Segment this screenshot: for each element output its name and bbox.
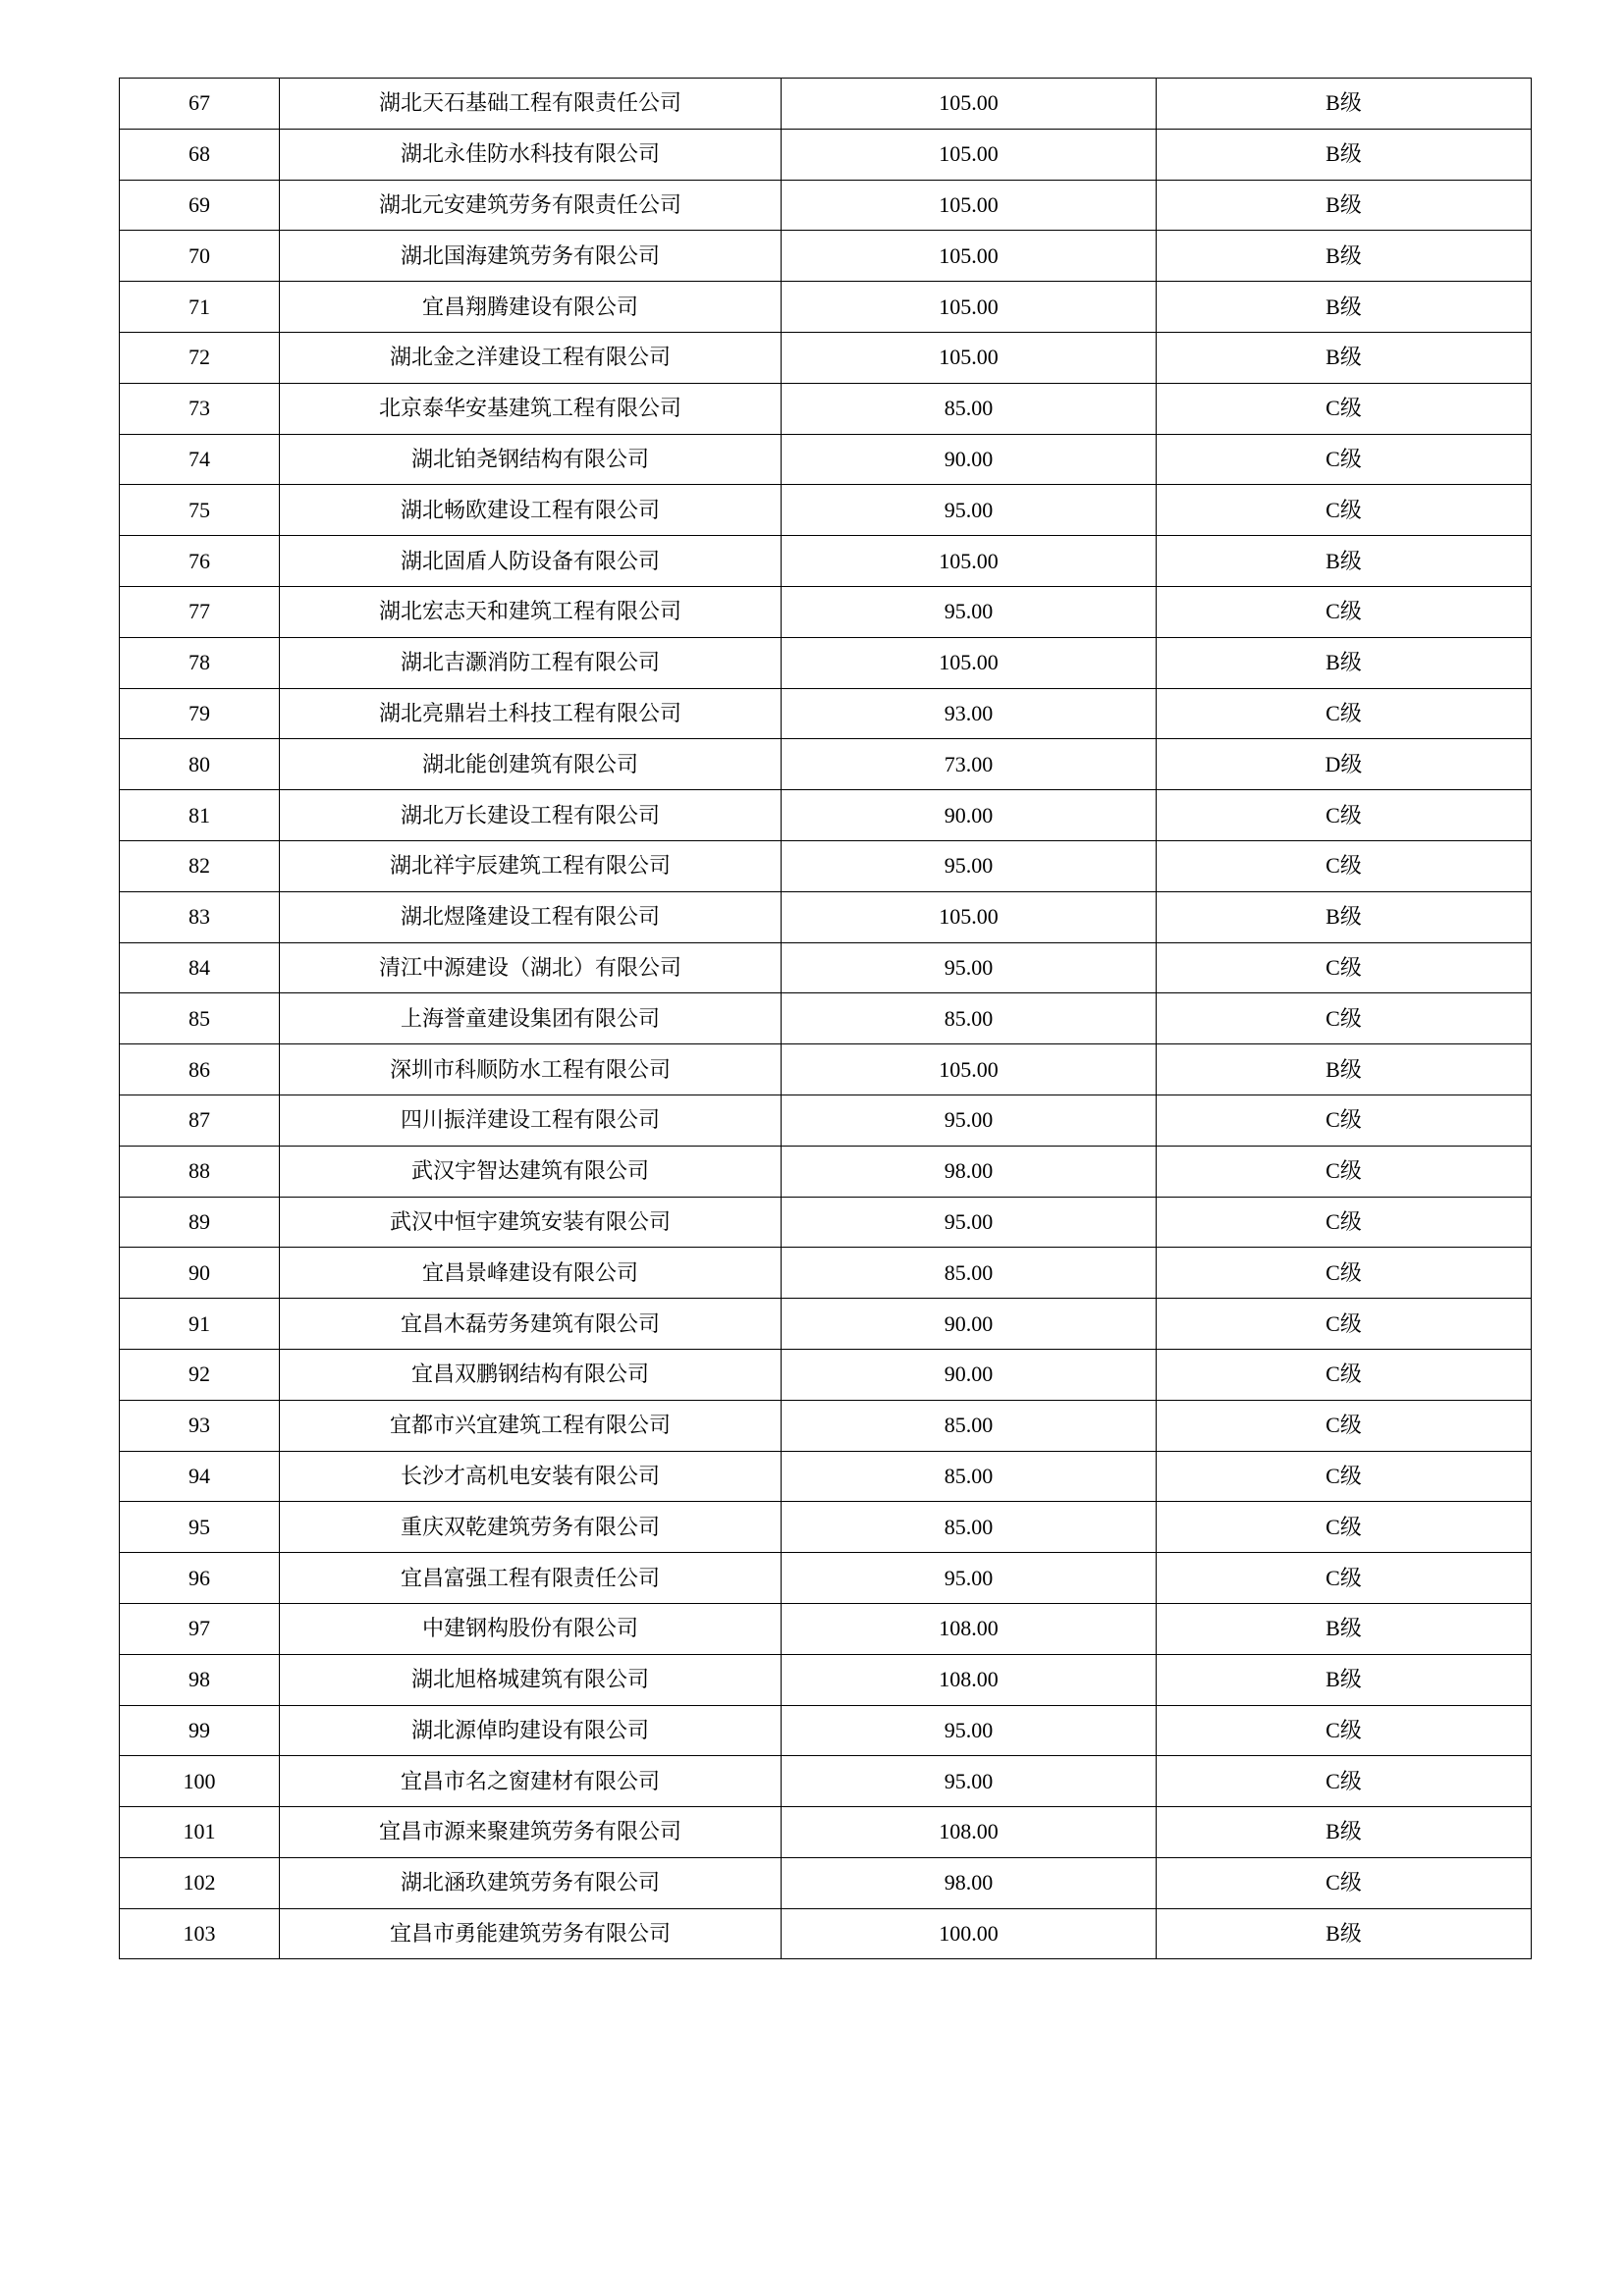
table-row — [120, 1756, 1532, 1807]
score-cell: 105.00 — [782, 282, 1157, 333]
row-number-cell: 77 — [120, 586, 280, 637]
grade-cell: C级 — [1157, 1857, 1532, 1908]
company-name-cell: 宜昌景峰建设有限公司 — [280, 1248, 782, 1299]
row-number-cell: 100 — [120, 1756, 280, 1807]
table-row — [120, 637, 1532, 688]
score-cell: 95.00 — [782, 586, 1157, 637]
company-name-cell: 北京泰华安基建筑工程有限公司 — [280, 383, 782, 434]
score-cell: 95.00 — [782, 942, 1157, 993]
table-row — [120, 1553, 1532, 1604]
table-row — [120, 1908, 1532, 1959]
table-row — [120, 1349, 1532, 1400]
score-cell: 100.00 — [782, 1908, 1157, 1959]
company-name-cell: 宜昌市勇能建筑劳务有限公司 — [280, 1908, 782, 1959]
table-row — [120, 891, 1532, 942]
score-cell: 73.00 — [782, 739, 1157, 790]
company-name-cell: 湖北万长建设工程有限公司 — [280, 790, 782, 841]
table-row — [120, 688, 1532, 739]
grade-cell: B级 — [1157, 180, 1532, 231]
score-cell: 93.00 — [782, 688, 1157, 739]
grade-cell: D级 — [1157, 739, 1532, 790]
row-number-cell: 68 — [120, 129, 280, 180]
grade-cell: C级 — [1157, 1095, 1532, 1146]
grade-cell: C级 — [1157, 1197, 1532, 1248]
grade-cell: B级 — [1157, 1044, 1532, 1095]
row-number-cell: 84 — [120, 942, 280, 993]
table-row — [120, 790, 1532, 841]
score-cell: 98.00 — [782, 1857, 1157, 1908]
row-number-cell: 78 — [120, 637, 280, 688]
company-name-cell: 湖北永佳防水科技有限公司 — [280, 129, 782, 180]
row-number-cell: 94 — [120, 1451, 280, 1502]
table-row — [120, 1044, 1532, 1095]
row-number-cell: 67 — [120, 79, 280, 130]
company-name-cell: 清江中源建设（湖北）有限公司 — [280, 942, 782, 993]
row-number-cell: 103 — [120, 1908, 280, 1959]
score-cell: 85.00 — [782, 383, 1157, 434]
grade-cell: B级 — [1157, 282, 1532, 333]
grade-cell: C级 — [1157, 840, 1532, 891]
table-row — [120, 1248, 1532, 1299]
score-cell: 108.00 — [782, 1603, 1157, 1654]
table-row — [120, 1705, 1532, 1756]
row-number-cell: 95 — [120, 1502, 280, 1553]
score-cell: 105.00 — [782, 180, 1157, 231]
grade-cell: C级 — [1157, 1146, 1532, 1197]
company-name-cell: 宜都市兴宜建筑工程有限公司 — [280, 1400, 782, 1451]
score-cell: 85.00 — [782, 1248, 1157, 1299]
company-name-cell: 武汉宇智达建筑有限公司 — [280, 1146, 782, 1197]
score-cell: 105.00 — [782, 332, 1157, 383]
grade-cell: C级 — [1157, 1705, 1532, 1756]
table-row — [120, 485, 1532, 536]
score-cell: 108.00 — [782, 1807, 1157, 1858]
company-name-cell: 湖北亮鼎岩土科技工程有限公司 — [280, 688, 782, 739]
table-row — [120, 79, 1532, 130]
row-number-cell: 69 — [120, 180, 280, 231]
score-cell: 98.00 — [782, 1146, 1157, 1197]
company-name-cell: 宜昌市源来聚建筑劳务有限公司 — [280, 1807, 782, 1858]
company-name-cell: 湖北铂尧钢结构有限公司 — [280, 434, 782, 485]
table-body — [120, 79, 1532, 1959]
score-cell: 105.00 — [782, 231, 1157, 282]
score-cell: 105.00 — [782, 536, 1157, 587]
table-row — [120, 1400, 1532, 1451]
row-number-cell: 89 — [120, 1197, 280, 1248]
grade-cell: C级 — [1157, 942, 1532, 993]
company-name-cell: 中建钢构股份有限公司 — [280, 1603, 782, 1654]
score-cell: 105.00 — [782, 79, 1157, 130]
table-row — [120, 282, 1532, 333]
grade-cell: B级 — [1157, 1807, 1532, 1858]
row-number-cell: 72 — [120, 332, 280, 383]
row-number-cell: 80 — [120, 739, 280, 790]
score-cell: 85.00 — [782, 1451, 1157, 1502]
score-cell: 95.00 — [782, 485, 1157, 536]
score-cell: 85.00 — [782, 1400, 1157, 1451]
company-name-cell: 宜昌富强工程有限责任公司 — [280, 1553, 782, 1604]
row-number-cell: 98 — [120, 1654, 280, 1705]
score-cell: 108.00 — [782, 1654, 1157, 1705]
score-cell: 95.00 — [782, 1197, 1157, 1248]
grade-cell: C级 — [1157, 1349, 1532, 1400]
grade-cell: C级 — [1157, 434, 1532, 485]
grade-cell: C级 — [1157, 1299, 1532, 1350]
company-name-cell: 长沙才高机电安装有限公司 — [280, 1451, 782, 1502]
grade-cell: C级 — [1157, 688, 1532, 739]
company-name-cell: 湖北煜隆建设工程有限公司 — [280, 891, 782, 942]
company-name-cell: 湖北金之洋建设工程有限公司 — [280, 332, 782, 383]
company-name-cell: 湖北旭格城建筑有限公司 — [280, 1654, 782, 1705]
score-cell: 95.00 — [782, 840, 1157, 891]
score-cell: 105.00 — [782, 129, 1157, 180]
company-name-cell: 湖北祥宇辰建筑工程有限公司 — [280, 840, 782, 891]
score-cell: 105.00 — [782, 1044, 1157, 1095]
table-row — [120, 1451, 1532, 1502]
table-row — [120, 739, 1532, 790]
table-row — [120, 1502, 1532, 1553]
grade-cell: B级 — [1157, 536, 1532, 587]
row-number-cell: 87 — [120, 1095, 280, 1146]
company-name-cell: 湖北天石基础工程有限责任公司 — [280, 79, 782, 130]
credit-grade-table — [119, 78, 1532, 1959]
company-name-cell: 湖北涵玖建筑劳务有限公司 — [280, 1857, 782, 1908]
score-cell: 85.00 — [782, 993, 1157, 1044]
grade-cell: B级 — [1157, 79, 1532, 130]
table-row — [120, 942, 1532, 993]
table-row — [120, 332, 1532, 383]
score-cell: 95.00 — [782, 1553, 1157, 1604]
row-number-cell: 76 — [120, 536, 280, 587]
table-row — [120, 993, 1532, 1044]
company-name-cell: 湖北吉灏消防工程有限公司 — [280, 637, 782, 688]
grade-cell: C级 — [1157, 1756, 1532, 1807]
company-name-cell: 湖北国海建筑劳务有限公司 — [280, 231, 782, 282]
grade-cell: B级 — [1157, 891, 1532, 942]
table-row — [120, 536, 1532, 587]
grade-cell: C级 — [1157, 993, 1532, 1044]
score-cell: 105.00 — [782, 891, 1157, 942]
table-row — [120, 840, 1532, 891]
table-row — [120, 1299, 1532, 1350]
table-row — [120, 1654, 1532, 1705]
score-cell: 105.00 — [782, 637, 1157, 688]
table-row — [120, 586, 1532, 637]
row-number-cell: 102 — [120, 1857, 280, 1908]
row-number-cell: 81 — [120, 790, 280, 841]
company-name-cell: 湖北能创建筑有限公司 — [280, 739, 782, 790]
score-cell: 85.00 — [782, 1502, 1157, 1553]
row-number-cell: 74 — [120, 434, 280, 485]
grade-cell: C级 — [1157, 485, 1532, 536]
table-row — [120, 434, 1532, 485]
company-name-cell: 深圳市科顺防水工程有限公司 — [280, 1044, 782, 1095]
grade-cell: C级 — [1157, 1502, 1532, 1553]
company-name-cell: 湖北固盾人防设备有限公司 — [280, 536, 782, 587]
company-name-cell: 武汉中恒宇建筑安装有限公司 — [280, 1197, 782, 1248]
row-number-cell: 85 — [120, 993, 280, 1044]
score-cell: 95.00 — [782, 1095, 1157, 1146]
grade-cell: C级 — [1157, 1248, 1532, 1299]
row-number-cell: 73 — [120, 383, 280, 434]
row-number-cell: 79 — [120, 688, 280, 739]
company-name-cell: 湖北宏志天和建筑工程有限公司 — [280, 586, 782, 637]
table-row — [120, 1197, 1532, 1248]
company-name-cell: 重庆双乾建筑劳务有限公司 — [280, 1502, 782, 1553]
row-number-cell: 75 — [120, 485, 280, 536]
table-row — [120, 1146, 1532, 1197]
grade-cell: B级 — [1157, 231, 1532, 282]
company-name-cell: 宜昌双鹏钢结构有限公司 — [280, 1349, 782, 1400]
score-cell: 90.00 — [782, 1299, 1157, 1350]
company-name-cell: 四川振洋建设工程有限公司 — [280, 1095, 782, 1146]
row-number-cell: 82 — [120, 840, 280, 891]
row-number-cell: 70 — [120, 231, 280, 282]
table-row — [120, 1807, 1532, 1858]
row-number-cell: 101 — [120, 1807, 280, 1858]
company-name-cell: 湖北畅欧建设工程有限公司 — [280, 485, 782, 536]
grade-cell: C级 — [1157, 1451, 1532, 1502]
table-row — [120, 231, 1532, 282]
table-row — [120, 1095, 1532, 1146]
score-cell: 90.00 — [782, 1349, 1157, 1400]
score-cell: 90.00 — [782, 434, 1157, 485]
company-name-cell: 宜昌市名之窗建材有限公司 — [280, 1756, 782, 1807]
grade-cell: B级 — [1157, 332, 1532, 383]
table-row — [120, 383, 1532, 434]
grade-cell: B级 — [1157, 1654, 1532, 1705]
grade-cell: C级 — [1157, 1400, 1532, 1451]
table-row — [120, 1603, 1532, 1654]
row-number-cell: 86 — [120, 1044, 280, 1095]
row-number-cell: 83 — [120, 891, 280, 942]
grade-cell: B级 — [1157, 637, 1532, 688]
grade-cell: B级 — [1157, 1908, 1532, 1959]
score-cell: 95.00 — [782, 1705, 1157, 1756]
company-name-cell: 湖北元安建筑劳务有限责任公司 — [280, 180, 782, 231]
row-number-cell: 88 — [120, 1146, 280, 1197]
table-row — [120, 180, 1532, 231]
row-number-cell: 91 — [120, 1299, 280, 1350]
score-cell: 90.00 — [782, 790, 1157, 841]
row-number-cell: 96 — [120, 1553, 280, 1604]
score-cell: 95.00 — [782, 1756, 1157, 1807]
company-name-cell: 宜昌木磊劳务建筑有限公司 — [280, 1299, 782, 1350]
grade-cell: C级 — [1157, 790, 1532, 841]
table-row — [120, 129, 1532, 180]
table-row — [120, 1857, 1532, 1908]
company-name-cell: 上海誉童建设集团有限公司 — [280, 993, 782, 1044]
row-number-cell: 90 — [120, 1248, 280, 1299]
grade-cell: C级 — [1157, 383, 1532, 434]
company-name-cell: 湖北源倬昀建设有限公司 — [280, 1705, 782, 1756]
row-number-cell: 71 — [120, 282, 280, 333]
grade-cell: C级 — [1157, 1553, 1532, 1604]
grade-cell: B级 — [1157, 1603, 1532, 1654]
row-number-cell: 92 — [120, 1349, 280, 1400]
row-number-cell: 97 — [120, 1603, 280, 1654]
grade-cell: B级 — [1157, 129, 1532, 180]
company-name-cell: 宜昌翔腾建设有限公司 — [280, 282, 782, 333]
row-number-cell: 93 — [120, 1400, 280, 1451]
grade-cell: C级 — [1157, 586, 1532, 637]
row-number-cell: 99 — [120, 1705, 280, 1756]
